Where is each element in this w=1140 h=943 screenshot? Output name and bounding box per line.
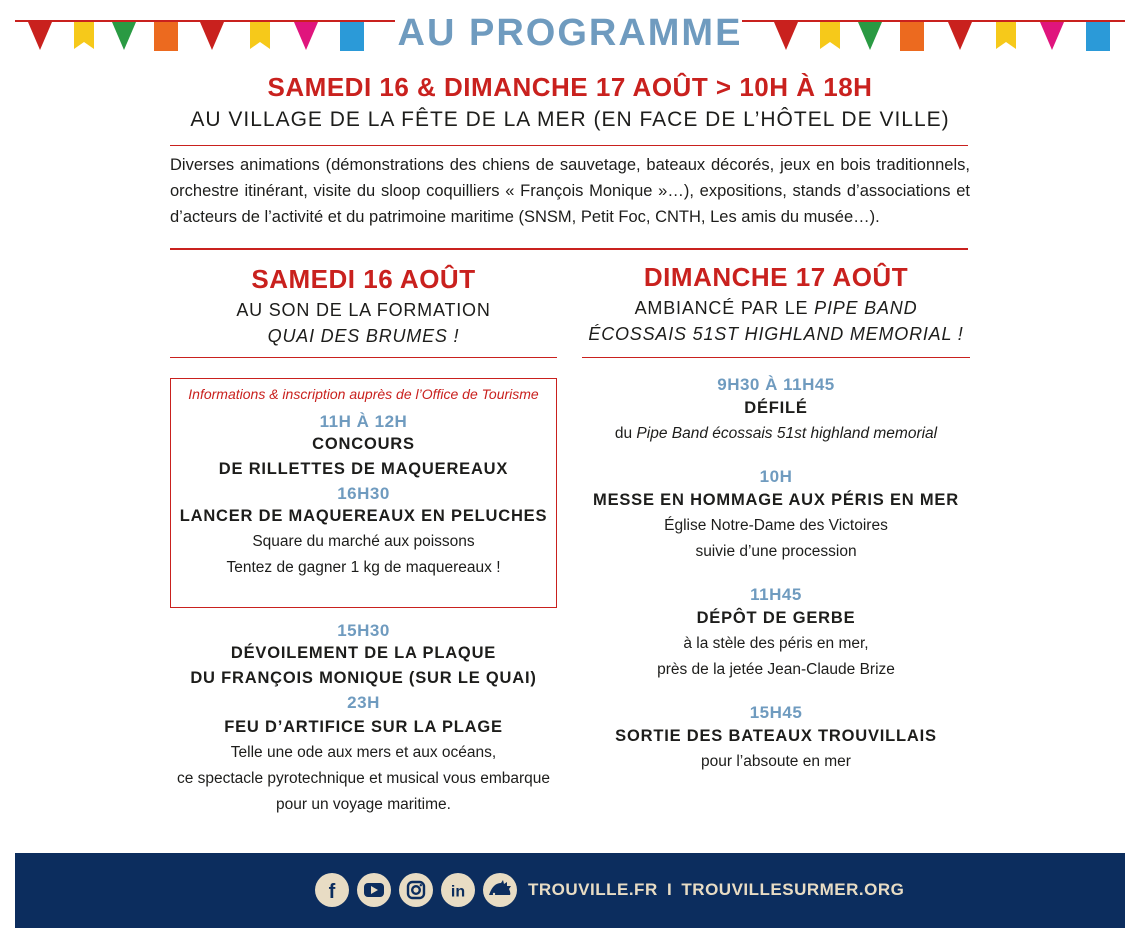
event-time: 15H30 <box>337 621 390 640</box>
event-title: DE RILLETTES DE MAQUEREAUX <box>218 460 509 478</box>
sunday-subtitle-band-2: ÉCOSSAIS 51ST HIGHLAND MEMORIAL ! <box>588 324 964 344</box>
bunting-flag <box>28 22 52 50</box>
bunting-flag <box>200 22 224 50</box>
event-title: MESSE EN HOMMAGE AUX PÉRIS EN MER <box>593 491 959 509</box>
bunting-flag <box>1086 22 1110 51</box>
event-desc: suivie d’une procession <box>695 543 857 560</box>
linkedin-icon[interactable] <box>441 873 475 907</box>
divider <box>170 357 557 358</box>
event-place: AU VILLAGE DE LA FÊTE DE LA MER (EN FACE DE L’HÔTEL DE VILLE) <box>190 108 950 131</box>
bunting-flag <box>294 22 318 50</box>
event-desc: ce spectacle pyrotechnique et musical vous embarque <box>176 770 551 787</box>
instagram-icon[interactable] <box>399 873 433 907</box>
event-desc: près de la jetée Jean-Claude Brize <box>657 661 895 678</box>
bunting-flag <box>154 22 178 51</box>
event-desc: pour l’absoute en mer <box>701 753 851 770</box>
website-links <box>528 880 904 900</box>
saturday-events <box>170 621 557 818</box>
sunday-events <box>582 375 970 775</box>
saturday-title: SAMEDI 16 AOÛT <box>251 264 476 294</box>
event-time: 23H <box>347 693 380 712</box>
bunting-flag <box>112 22 136 50</box>
event-time: 11H45 <box>750 585 802 604</box>
event-time: 15H45 <box>749 703 803 722</box>
sunday-title: DIMANCHE 17 AOÛT <box>643 262 909 292</box>
facebook-icon[interactable] <box>315 873 349 907</box>
page-title: AU PROGRAMME <box>397 12 743 54</box>
bunting-flag <box>820 22 840 49</box>
youtube-icon[interactable] <box>357 873 391 907</box>
bunting-flag <box>774 22 798 50</box>
registration-note: Informations & inscription auprès de l’Office de Tourisme <box>188 386 539 402</box>
sunday-subtitle-band: PIPE BAND <box>814 298 918 318</box>
sunday-subtitle <box>582 295 970 321</box>
event-desc-band: Pipe Band écossais 51st highland memorial <box>636 425 938 442</box>
event-time: 9H30 À 11H45 <box>717 375 835 394</box>
event-title: SORTIE DES BATEAUX TROUVILLAIS <box>615 727 937 745</box>
event-title: DÉPÔT DE GERBE <box>696 609 856 627</box>
event-desc <box>582 421 970 447</box>
event-desc: Square du marché aux poissons <box>252 533 475 550</box>
svg-text:f: f <box>328 881 336 903</box>
divider <box>582 357 970 358</box>
event-desc-text: du <box>614 425 637 442</box>
website-link-trouvillesurmer[interactable]: TROUVILLESURMER.ORG <box>681 880 905 899</box>
bunting-flag <box>900 22 924 51</box>
bunting-rope-right <box>742 20 1125 22</box>
event-desc: pour un voyage maritime. <box>276 796 451 813</box>
bunting-flag <box>250 22 270 49</box>
sunday-subtitle-text: AMBIANCÉ PAR LE <box>634 298 815 318</box>
event-title: DÉVOILEMENT DE LA PLAQUE <box>230 644 497 662</box>
event-desc: Tentez de gagner 1 kg de maquereaux ! <box>226 559 501 576</box>
bunting-flag <box>340 22 364 51</box>
saturday-header <box>170 264 557 349</box>
intro-text: Diverses animations (démonstrations des chiens de sauvetage, bateaux décorés, jeux en bois traditionnels, orchestre itinérant, visite du sloop coquilliers « François Monique »…), expositions, stands d’associations et d’acteurs de l’activité et du patrimoine maritime (SNSM, Petit Foc, CNTH, Les amis du musée…). <box>170 156 970 226</box>
bunting-flag <box>996 22 1016 49</box>
hedgehog-icon[interactable] <box>483 873 517 907</box>
svg-text:in: in <box>450 883 466 901</box>
event-desc: à la stèle des péris en mer, <box>683 635 869 652</box>
link-separator: I <box>666 880 673 899</box>
event-dates: SAMEDI 16 & DIMANCHE 17 AOÛT > 10H À 18H <box>267 72 873 102</box>
saturday-subtitle: AU SON DE LA FORMATION <box>236 300 491 320</box>
divider <box>170 145 968 146</box>
event-title: DU FRANÇOIS MONIQUE (SUR LE QUAI) <box>190 669 537 687</box>
bunting-flag <box>1040 22 1064 50</box>
saturday-subtitle-band: QUAI DES BRUMES ! <box>267 326 460 346</box>
bunting-flag <box>74 22 94 49</box>
event-title: FEU D’ARTIFICE SUR LA PLAGE <box>224 718 503 736</box>
sunday-header <box>582 262 970 347</box>
event-time: 16H30 <box>337 484 390 503</box>
website-link-trouville[interactable]: TROUVILLE.FR <box>528 880 658 899</box>
divider <box>170 248 968 250</box>
event-title: LANCER DE MAQUEREAUX EN PELUCHES <box>179 507 548 525</box>
event-title: DÉFILÉ <box>744 399 808 417</box>
event-desc: Église Notre-Dame des Victoires <box>664 517 888 534</box>
registration-content <box>170 386 557 581</box>
event-desc: Telle une ode aux mers et aux océans, <box>230 744 497 761</box>
event-time: 11H À 12H <box>319 412 408 431</box>
bunting-flag <box>948 22 972 50</box>
event-title: CONCOURS <box>312 435 415 453</box>
bunting-flag <box>858 22 882 50</box>
event-time: 10H <box>759 467 793 486</box>
